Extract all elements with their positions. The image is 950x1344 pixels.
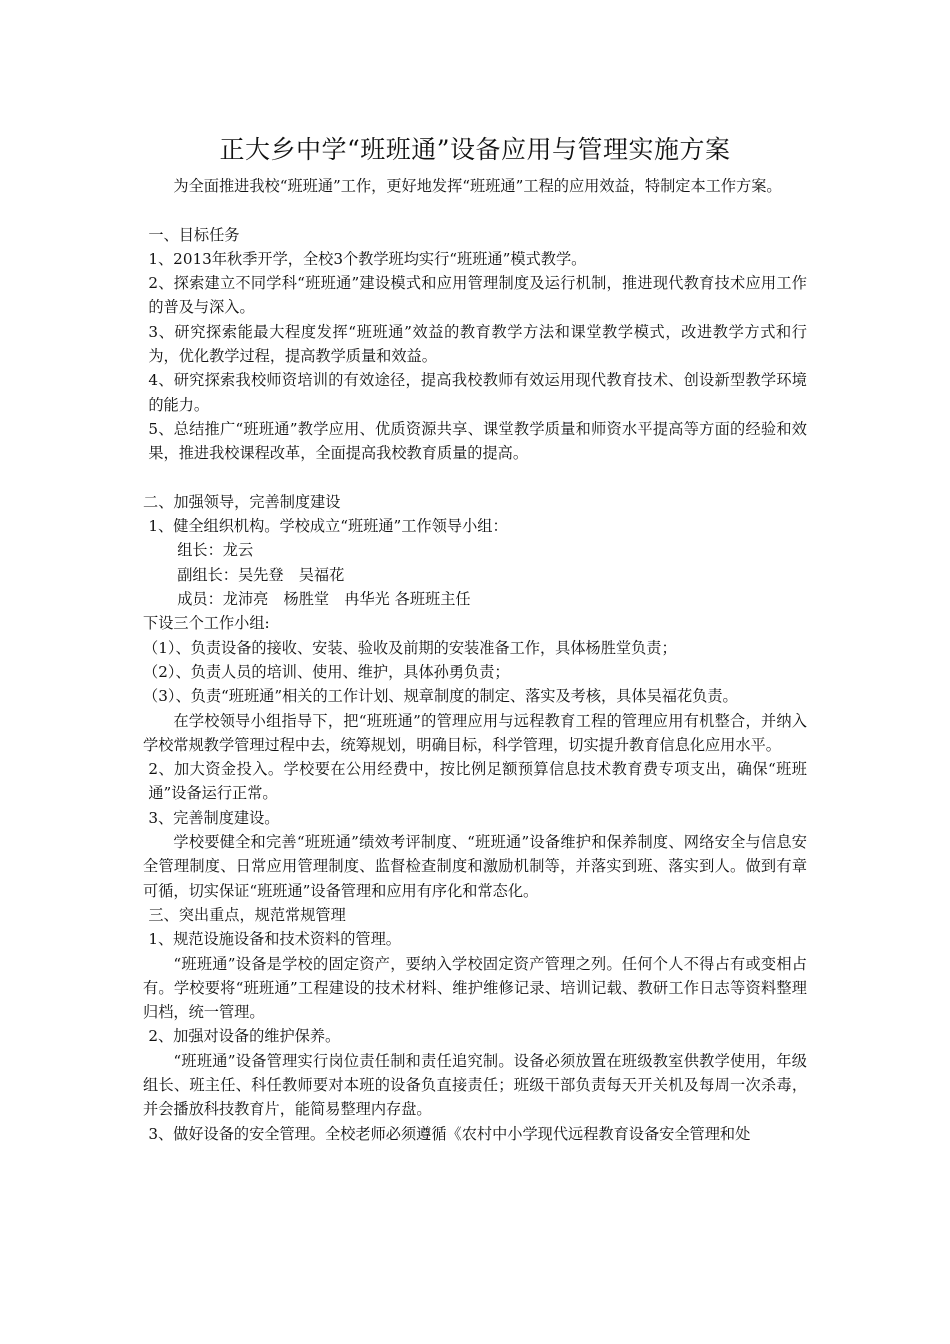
section3-item-1-text: “班班通”设备是学校的固定资产，要纳入学校固定资产管理之列。任何个人不得占有或变相占有。学校要将“班班通”工程建设的技术材料、维护维修记录、培训记载、教研工作日志等资料整理归档，统一管理。 xyxy=(143,954,807,1022)
section2-item-3-text: 学校要健全和完善“班班通”绩效考评制度、“班班通”设备维护和保养制度、网络安全与信息安全管理制度、日常应用管理制度、监督检查制度和激励机制等，并落实到班、落实到人。做到有章可循，切实保证“班班通”设备管理和应用有序化和常态化。 xyxy=(143,833,807,900)
subgroup-1: （1）、负责设备的接收、安装、验收及前期的安装准备工作，具体杨胜堂负责； xyxy=(143,638,677,657)
blank-line xyxy=(143,466,807,490)
document-title: 正大乡中学“班班通”设备应用与管理实施方案 xyxy=(219,135,731,164)
section1-item-3: 3、研究探索能最大程度发挥“班班通”效益的教育教学方法和课堂教学模式，改进教学方式和行为，优化教学过程，提高教学质量和效益。 xyxy=(148,322,807,366)
leader-line: 组长：龙云 xyxy=(177,541,254,560)
deputy-line: 副组长：吴先登 吴福花 xyxy=(177,565,345,584)
subgroup-2: （2）、负责人员的培训、使用、维护，具体孙勇负责； xyxy=(143,662,510,681)
intro-paragraph: 为全面推进我校“班班通”工作，更好地发挥“班班通”工程的应用效益，特制定本工作方案。 xyxy=(173,177,782,195)
section3-item-1: 1、规范设施设备和技术资料的管理。 xyxy=(148,930,401,949)
section2-item-3: 3、完善制度建设。 xyxy=(148,808,280,827)
section3-item-2: 2、加强对设备的维护保养。 xyxy=(148,1027,341,1046)
section2-item-1: 1、健全组织机构。学校成立“班班通”工作领导小组： xyxy=(148,517,508,536)
subgroups-intro: 下设三个工作小组: xyxy=(143,614,270,633)
guidance-paragraph: 在学校领导小组指导下，把“班班通”的管理应用与远程教育工程的管理应用有机整合，并纳入学校常规教学管理过程中去，统筹规划，明确目标，科学管理，切实提升教育信息化应用水平。 xyxy=(143,711,807,754)
blank-line xyxy=(143,198,807,222)
section1-item-2: 2、探索建立不同学科“班班通”建设模式和应用管理制度及运行机制，推进现代教育技术应用工作的普及与深入。 xyxy=(148,274,807,317)
section1-item-4: 4、研究探索我校师资培训的有效途径，提高我校教师有效运用现代教育技术、创设新型教学环境的能力。 xyxy=(148,371,807,414)
section1-item-1: 1、2013年秋季开学，全校3个教学班均实行“班班通”模式教学。 xyxy=(148,249,587,268)
section3-item-3: 3、做好设备的安全管理。全校老师必须遵循《农村中小学现代远程教育设备安全管理和处 xyxy=(148,1124,751,1143)
section2-heading: 二、加强领导，完善制度建设 xyxy=(143,492,341,511)
section3-item-2-text: “班班通”设备管理实行岗位责任制和责任追究制。设备必须放置在班级教室供教学使用，年级组长、班主任、科任教师要对本班的设备负直接责任；班级干部负责每天开关机及每周一次杀毒，并会播放科技教育片，能简易整理内存盘。 xyxy=(143,1051,807,1119)
section3-heading: 三、突出重点，规范常规管理 xyxy=(148,905,346,924)
subgroup-3: （3）、负责“班班通”相关的工作计划、规章制度的制定、落实及考核，具体吴福花负责。 xyxy=(143,687,738,706)
section1-heading: 一、目标任务 xyxy=(148,225,240,244)
members-line: 成员：龙沛亮 杨胜堂 冉华光 各班班主任 xyxy=(177,590,471,609)
section1-item-5: 5、总结推广“班班通”教学应用、优质资源共享、课堂教学质量和师资水平提高等方面的经验和效果，推进我校课程改革，全面提高我校教育质量的提高。 xyxy=(148,419,807,463)
section2-item-2: 2、加大资金投入。学校要在公用经费中，按比例足额预算信息技术教育费专项支出，确保“班班通”设备运行正常。 xyxy=(148,760,807,803)
document-body xyxy=(143,174,807,1146)
